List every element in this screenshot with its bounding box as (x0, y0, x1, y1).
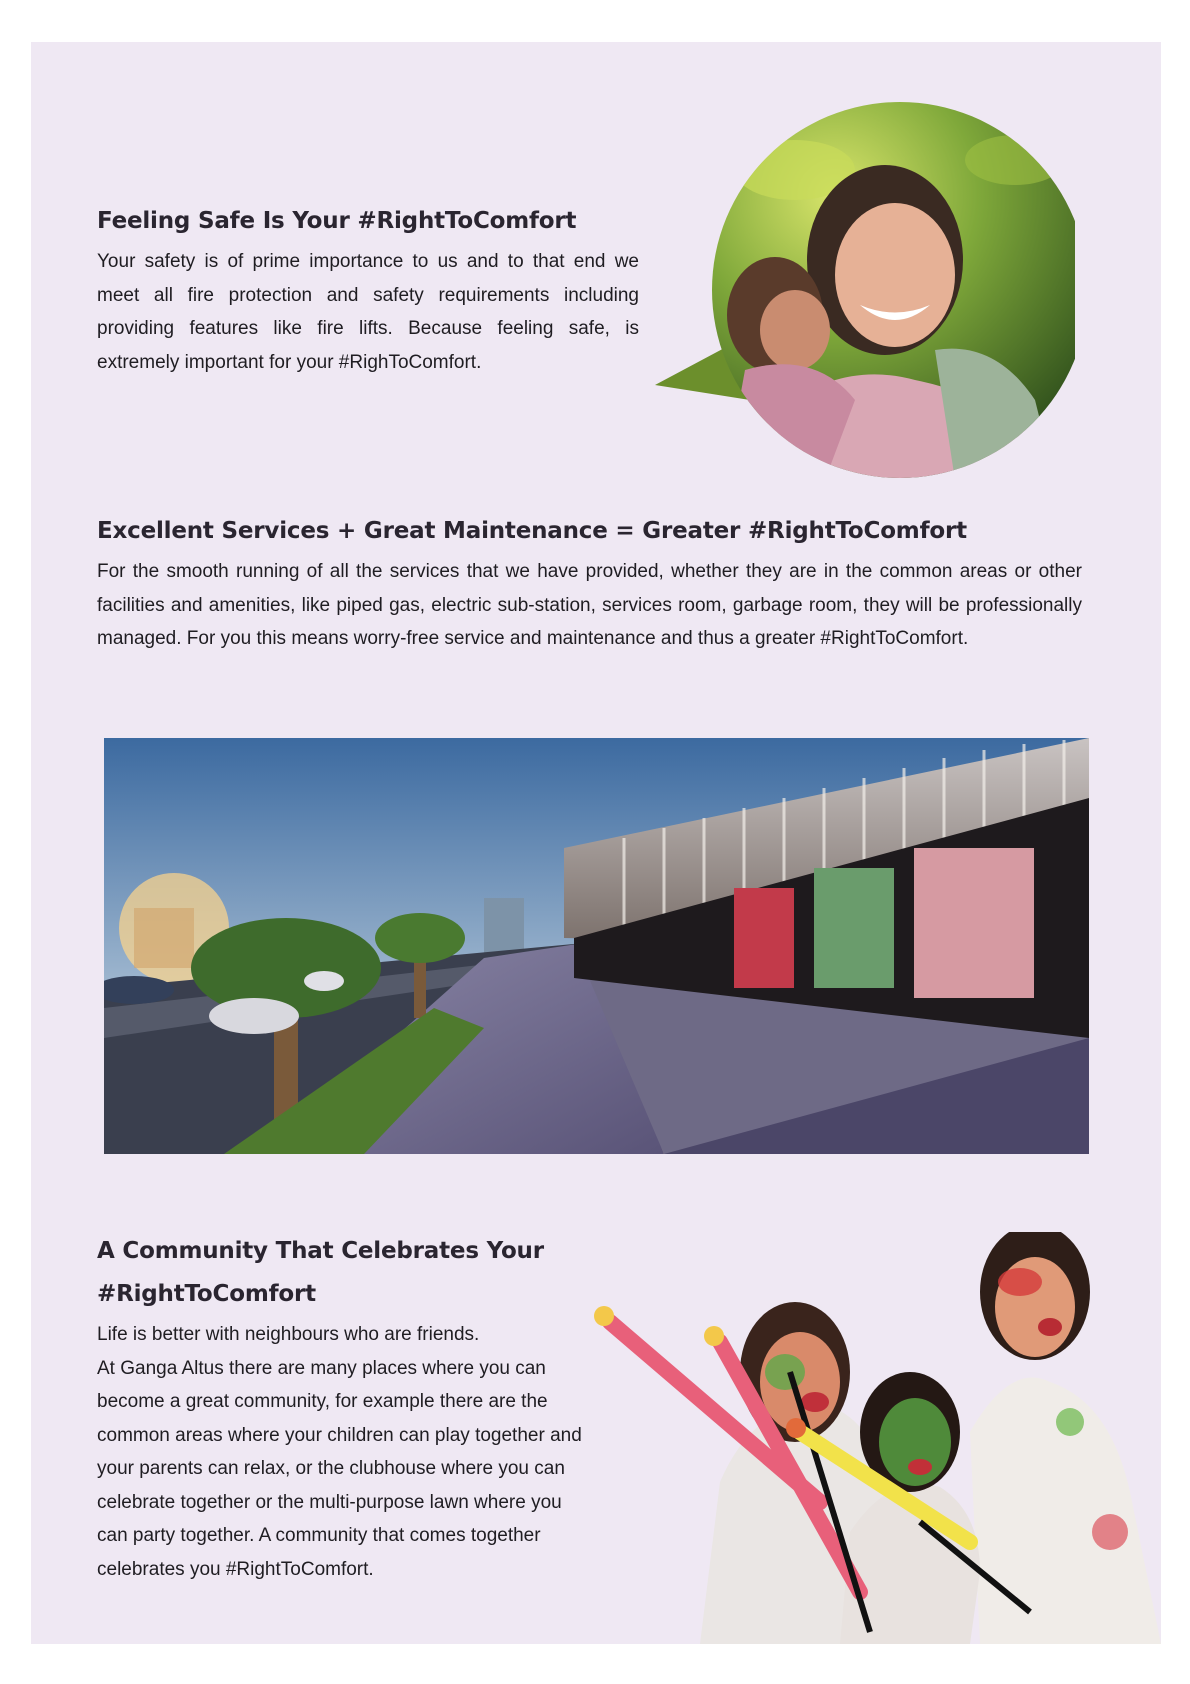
services-body: For the smooth running of all the services that we have provided, whether they are in the common areas or other facilities and amenities, like piped gas, electric sub-station, services room, garbage room, they will be professionally managed. For you this means worry-free service and maintenance and thus a greater #RightToComfort. (97, 561, 1082, 649)
community-body (97, 1318, 657, 1586)
community-line: celebrates you #RightToComfort. (97, 1558, 374, 1580)
services-heading: Excellent Services + Great Maintenance = Greater #RightToComfort (97, 518, 967, 544)
community-line: common areas where your children can play together and (97, 1424, 582, 1446)
safety-body: Your safety is of prime importance to us and to that end we meet all fire protection and safety requirements including providing features like fire lifts. Because feeling safe, is extremely important for your #RighToComfort. (97, 251, 639, 373)
holi-photo (590, 1232, 1161, 1644)
community-line: become a great community, for example there are the (97, 1391, 548, 1412)
safety-heading: Feeling Safe Is Your #RightToComfort (97, 208, 577, 234)
street-rendering (104, 738, 1089, 1154)
community-line: your parents can relax, or the clubhouse where you can (97, 1458, 565, 1479)
community-line: can party together. A community that comes together (97, 1525, 541, 1546)
community-heading-line1: A Community That Celebrates Your (97, 1238, 544, 1264)
community-line: Life is better with neighbours who are friends. (97, 1324, 480, 1345)
community-line: celebrate together or the multi-purpose lawn where you (97, 1491, 562, 1513)
mother-child-photo (655, 100, 1075, 480)
community-line: At Ganga Altus there are many places where you can (97, 1357, 546, 1379)
community-heading-line2: #RightToComfort (97, 1281, 316, 1307)
